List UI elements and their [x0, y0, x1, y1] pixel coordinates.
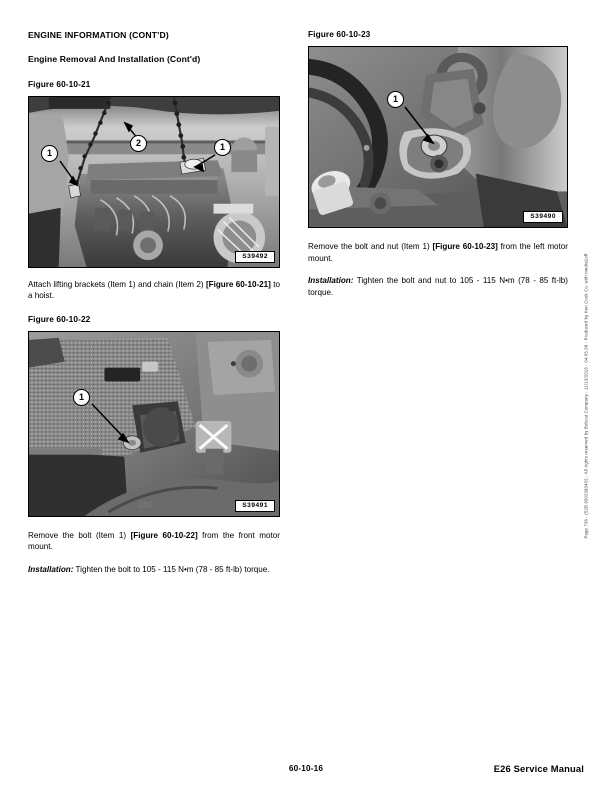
para1-run3: to a hoist. [28, 279, 280, 301]
para1-run1: Attach lifting brackets (Item 1) and chain (Item 2) [28, 279, 206, 289]
callout-balloon-1: 1 [387, 91, 404, 108]
rpara1-run3: from the left motor mount. [308, 241, 569, 263]
figure-caption-60-10-23: Figure 60-10-23 [308, 29, 371, 39]
paragraph-remove-front-bolt [28, 530, 280, 553]
copyright-watermark: Page 736 - (52B 6002393402 - All rights reserved by Bobcat Company - 11/13/2016 - 04:05:39 - Produced by Ken Cook Co. with media1off [583, 253, 589, 539]
figure-caption-60-10-22: Figure 60-10-22 [28, 313, 91, 324]
footer-manual-title: E26 Service Manual [493, 763, 584, 774]
photo-id-s39492: S39492 [235, 251, 275, 263]
paragraph-installation-front [28, 564, 280, 576]
svg-text:180: 180 [138, 499, 154, 510]
sub-heading: Engine Removal And Installation (Cont'd) [28, 54, 201, 65]
figure-caption-60-10-21: Figure 60-10-21 [28, 78, 91, 89]
paragraph-installation-left [308, 275, 568, 298]
installation-text-right: Tighten the bolt and nut to 105 - 115 N•m (78 - 85 ft-lb) torque. [308, 276, 568, 297]
paragraph-attach-lifting-brackets [28, 279, 280, 302]
right-column [308, 30, 568, 309]
rpara1-figure-ref: [Figure 60-10-23] [432, 241, 498, 251]
figure-60-10-23 [308, 46, 568, 228]
callout-balloon-1b: 1 [214, 139, 231, 156]
figure-60-10-21-leaders [29, 97, 280, 268]
rpara1-run1: Remove the bolt and nut (Item 1) [308, 241, 433, 251]
callout-balloon-2: 2 [130, 135, 147, 152]
left-column [28, 30, 280, 587]
callout-balloon-1: 1 [73, 389, 90, 406]
para1-figure-ref: [Figure 60-10-21] [205, 279, 271, 289]
callout-balloon-1a: 1 [41, 145, 58, 162]
para2-run1: Remove the bolt (Item 1) [28, 530, 131, 540]
section-heading: ENGINE INFORMATION (CONT'D) [28, 30, 169, 40]
para2-run3: from the front motor mount. [28, 530, 280, 552]
installation-label-right: Installation: [308, 276, 354, 286]
photo-id-s39490: S39490 [523, 211, 563, 223]
para2-figure-ref: [Figure 60-10-22] [130, 530, 198, 540]
figure-60-10-22-leaders [29, 332, 280, 517]
figure-60-10-21 [28, 96, 280, 268]
installation-label-left: Installation: [28, 564, 74, 574]
figure-60-10-22 [28, 331, 280, 517]
photo-id-s39491: S39491 [235, 500, 275, 512]
figure-60-10-23-leaders [309, 47, 568, 228]
installation-text-left: Tighten the bolt to 105 - 115 N•m (78 - 85 ft-lb) torque. [73, 564, 270, 574]
footer-page-number: 60-10-16 [288, 764, 324, 773]
paragraph-remove-left-bolt-nut [308, 241, 568, 264]
